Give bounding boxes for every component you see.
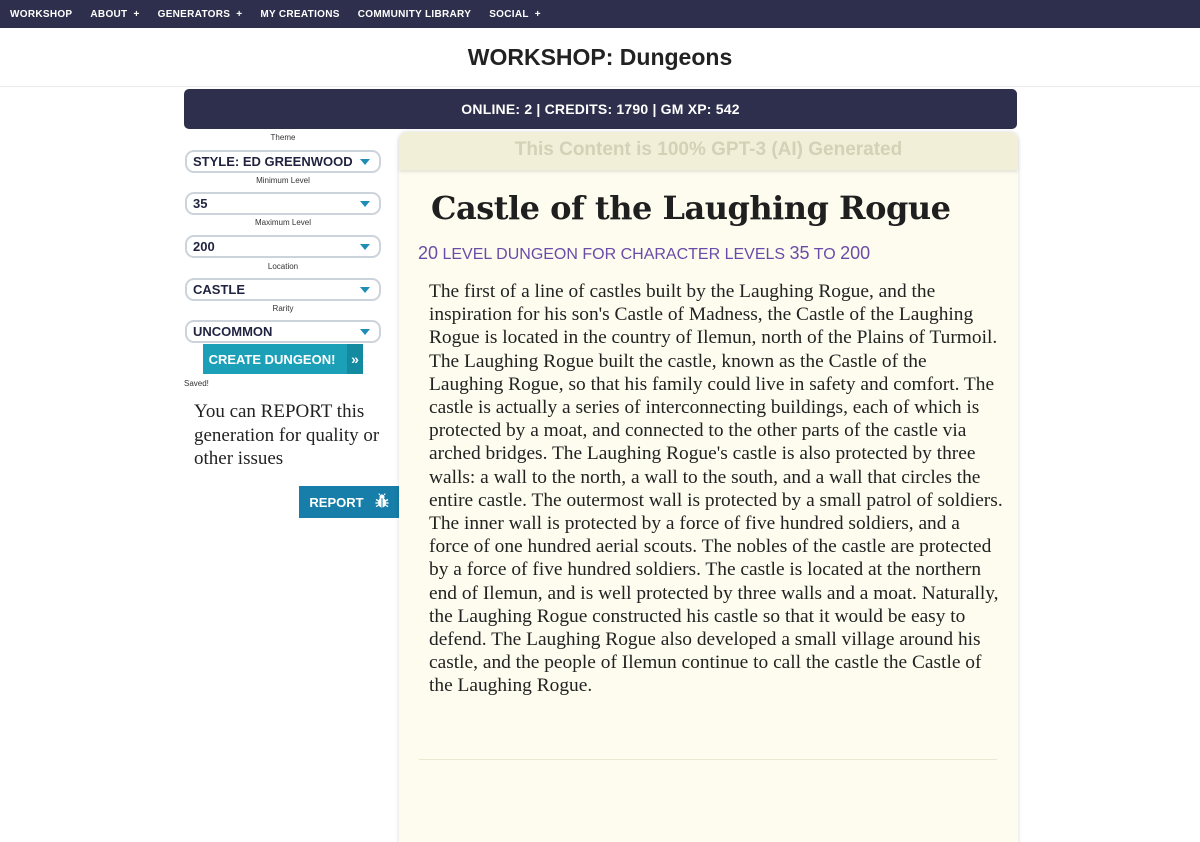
theme-select[interactable] — [185, 150, 381, 173]
nav-item-generators[interactable] — [158, 9, 243, 20]
top-nav — [0, 0, 1200, 28]
status-bar — [184, 89, 1017, 129]
rarity-value: UNCOMMON — [193, 324, 273, 339]
saved-status: Saved! — [184, 379, 209, 388]
bug-icon — [374, 493, 390, 512]
page-title: WORKSHOP: Dungeons — [467, 44, 733, 70]
nav-item-label: GENERATORS — [157, 8, 231, 20]
nav-item-social[interactable] — [489, 9, 541, 20]
divider — [0, 86, 1200, 87]
max-level-value: 200 — [193, 239, 215, 254]
theme-value: STYLE: ED GREENWOOD — [193, 154, 353, 169]
ai-generated-banner: This Content is 100% GPT-3 (AI) Generated — [399, 132, 1018, 170]
min-level-value: 35 — [193, 196, 208, 211]
theme-label: Theme — [270, 133, 296, 142]
rarity-select[interactable] — [185, 320, 381, 343]
chevron-down-icon — [360, 329, 370, 335]
max-level-select[interactable] — [185, 235, 381, 258]
nav-item-label: WORKSHOP — [10, 8, 73, 20]
report-button-label: REPORT — [309, 494, 364, 510]
create-dungeon-button[interactable] — [203, 344, 363, 374]
min-level-select[interactable] — [185, 192, 381, 215]
dungeon-description: The first of a line of castles built by the Laughing Rogue, and the inspiration for his son's Castle of Madness, the Castle of the Laughing Rogue is located in the country of Ilemun, north of the Plains of Turmoil. The Laughing Rogue built the castle, known as the Castle of the Laughing Rogue, so that his family could live in safety and comfort. The castle is actually a series of interconnecting buildings, each of which is protected by a moat, and connected to the other parts of the castle via arched bridges. The Laughing Rogue's castle is also protected by three walls: a wall to the north, a wall to the south, and a wall that circles the entire castle. The outermost wall is protected by a small patrol of soldiers. The inner wall is protected by a force of five hundred soldiers, and a force of one hundred aerial scouts. The nobles of the castle are protected by a force of five hundred soldiers. The castle is located at the northern end of Ilemun, and is well protected by three walls and a moat. Naturally, the Laughing Rogue constructed his castle so that it would be easy to defend. The Laughing Rogue also developed a small village around his castle, and the people of Ilemun continue to call the castle the Castle of the Laughing Rogue. — [429, 281, 1003, 697]
chevron-down-icon — [360, 287, 370, 293]
plus-icon: + — [133, 8, 140, 20]
chevron-down-icon — [360, 159, 370, 165]
plus-icon: + — [236, 8, 243, 20]
plus-icon: + — [534, 8, 541, 20]
location-value: CASTLE — [193, 282, 245, 297]
create-dungeon-label: CREATE DUNGEON! — [208, 351, 336, 367]
nav-item-my-creations[interactable] — [260, 9, 339, 20]
chevron-down-icon — [360, 201, 370, 207]
dungeon-content-panel — [399, 132, 1018, 842]
location-select[interactable] — [185, 278, 381, 301]
chevron-down-icon — [360, 244, 370, 250]
report-info-text: You can REPORT this generation for quality or other issues — [194, 401, 380, 469]
nav-item-workshop[interactable] — [10, 9, 72, 20]
max-level-label: Maximum Level — [254, 218, 311, 227]
dungeon-title: Castle of the Laughing Rogue — [431, 189, 951, 227]
divider — [419, 759, 997, 760]
double-chevron-right-icon: » — [347, 344, 363, 374]
report-button[interactable] — [299, 486, 400, 518]
subtitle-text: TO — [813, 246, 836, 263]
max-character-level: 200 — [840, 243, 871, 263]
nav-item-community-library[interactable] — [358, 9, 471, 20]
rarity-label: Rarity — [272, 304, 294, 313]
subtitle-text: LEVEL DUNGEON FOR CHARACTER LEVELS — [442, 246, 786, 263]
dungeon-level-count: 20 — [418, 243, 439, 263]
location-label: Location — [267, 262, 299, 271]
min-character-level: 35 — [789, 243, 810, 263]
nav-item-label: COMMUNITY LIBRARY — [357, 8, 472, 20]
status-text: ONLINE: 2 | CREDITS: 1790 | GM XP: 542 — [461, 101, 740, 117]
nav-item-label: SOCIAL — [489, 8, 529, 20]
dungeon-subtitle — [418, 243, 870, 264]
nav-item-label: MY CREATIONS — [260, 8, 340, 20]
nav-item-label: ABOUT — [90, 8, 128, 20]
nav-item-about[interactable] — [90, 9, 139, 20]
min-level-label: Minimum Level — [256, 176, 310, 185]
